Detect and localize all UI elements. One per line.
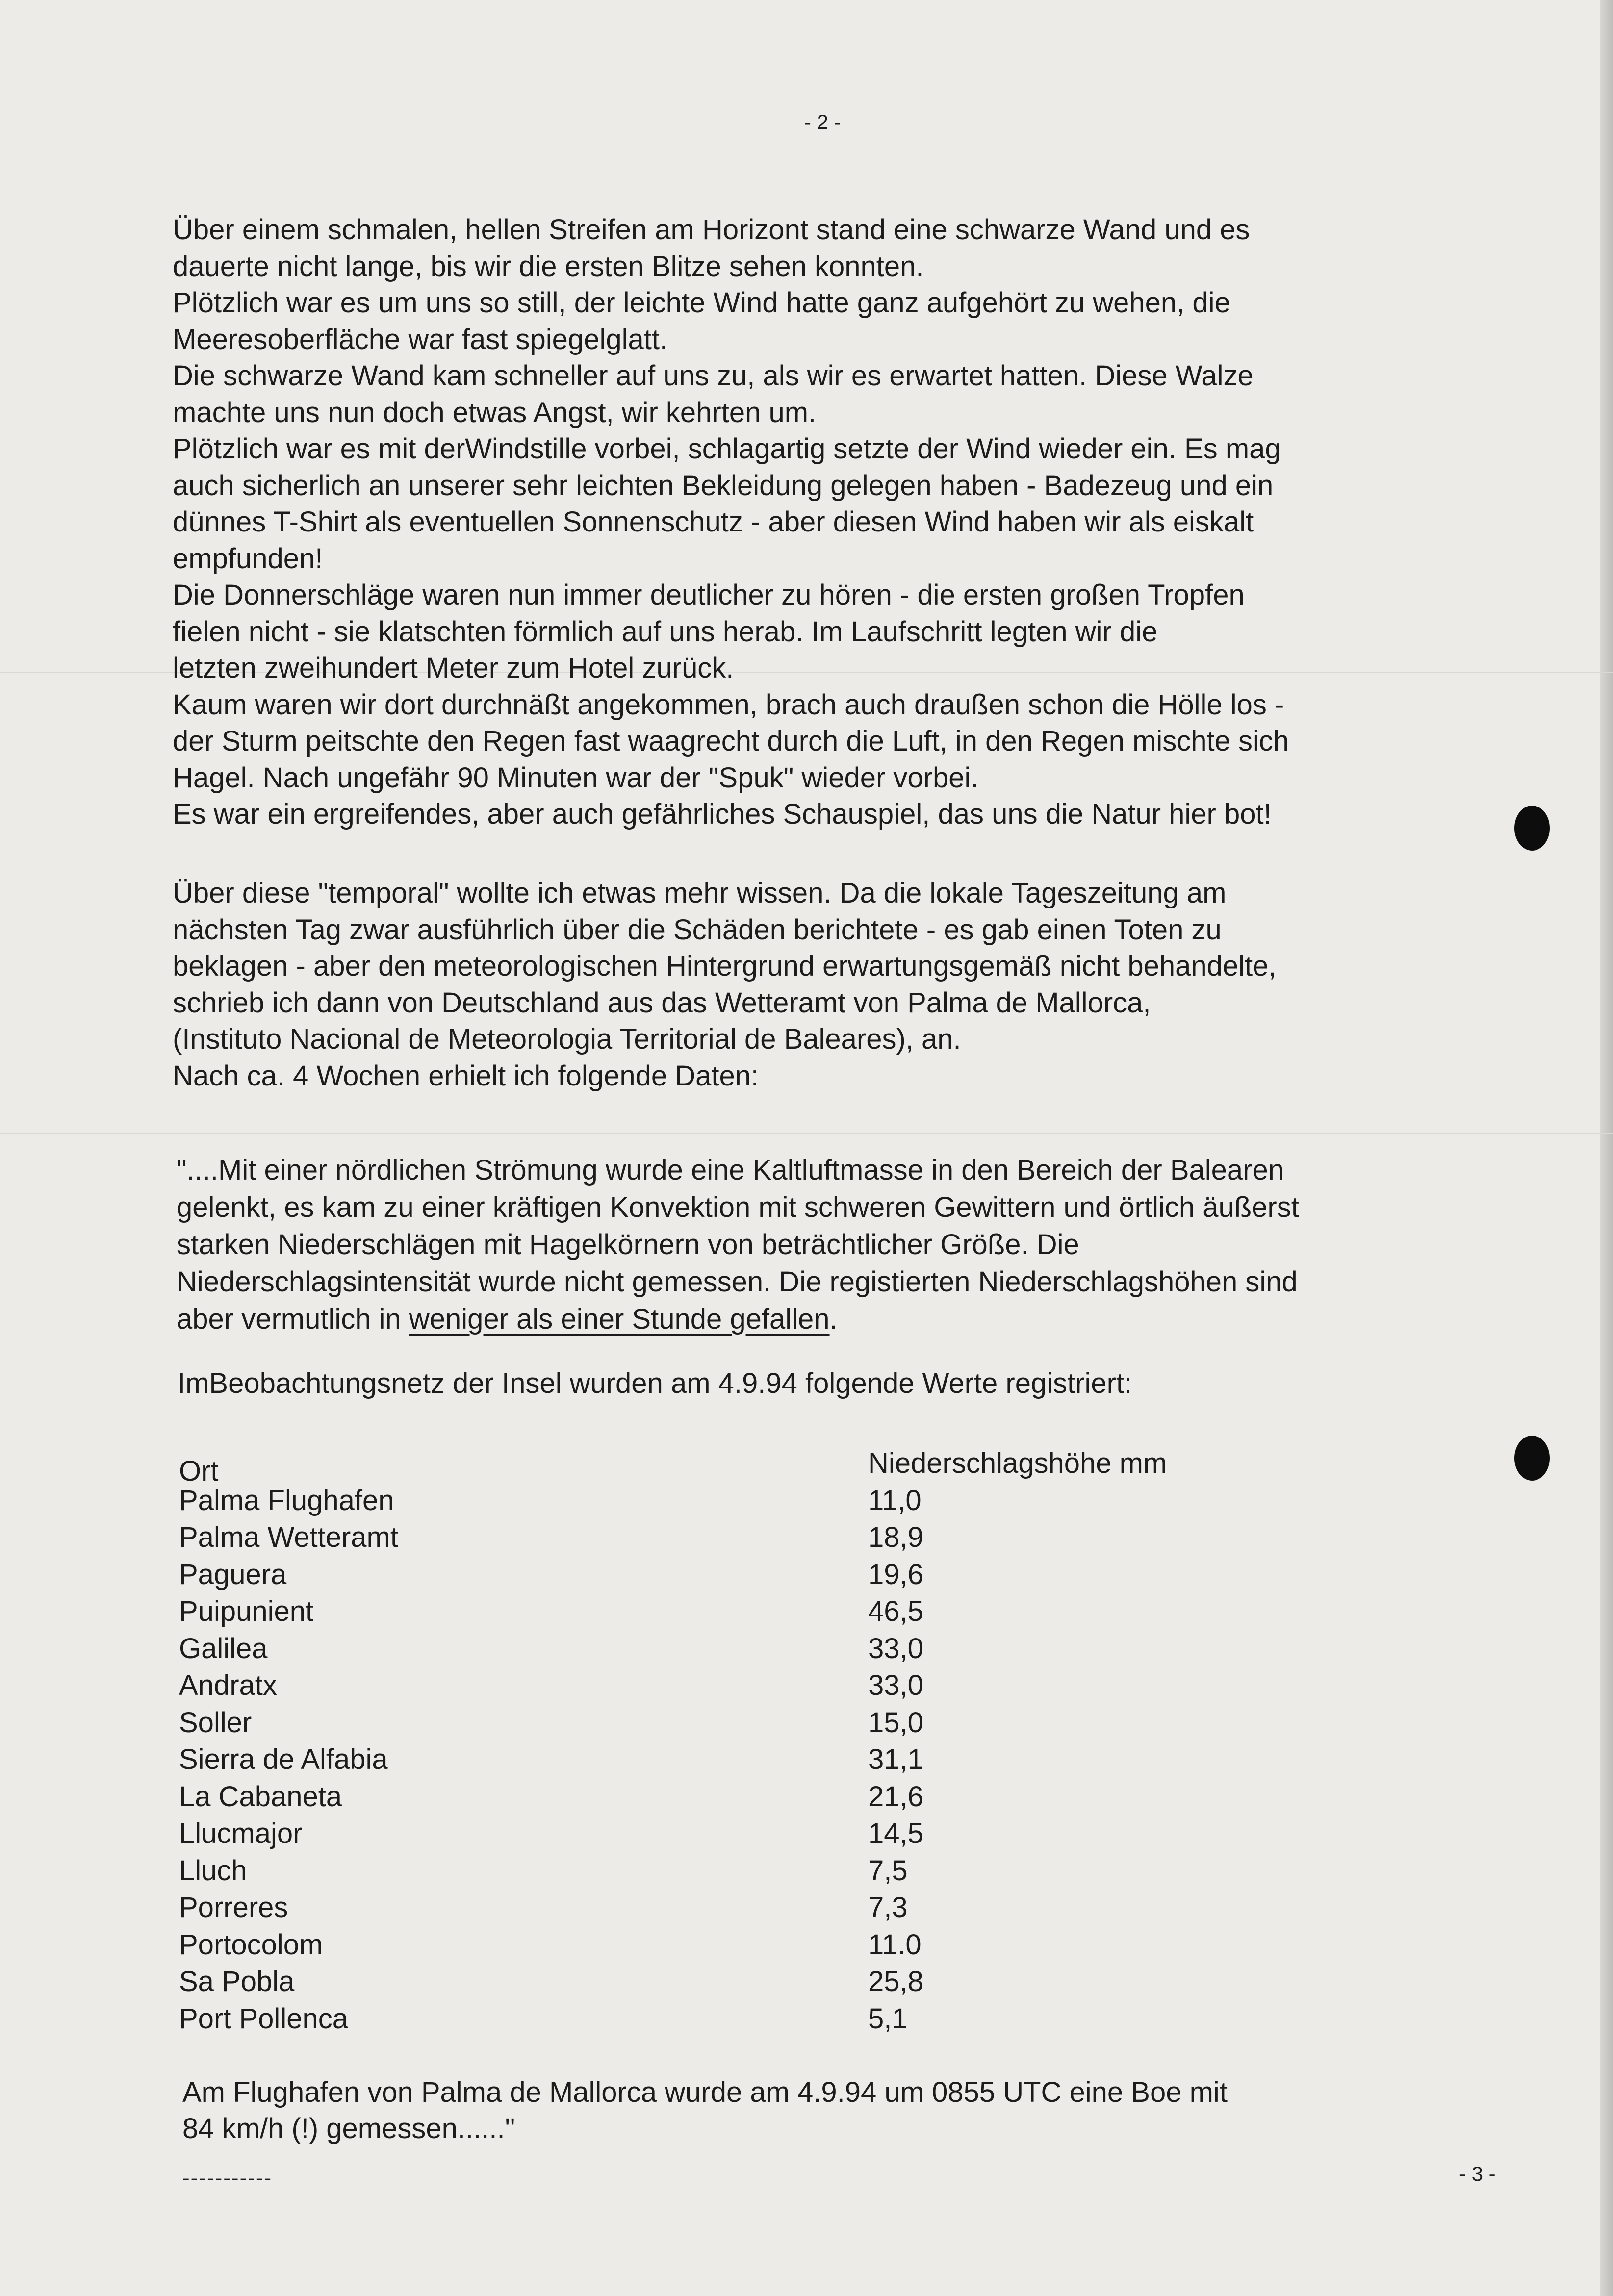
text-line: empfunden! (173, 542, 323, 575)
text-line: Kaum waren wir dort durchnäßt angekommen, brach auch draußen schon die Hölle los - (173, 688, 1284, 721)
text-line: Plötzlich war es um uns so still, der leichte Wind hatte ganz aufgehört zu wehen, die (173, 287, 1230, 319)
value-cell: 7,3 (868, 1892, 908, 1924)
value-cell: 25,8 (868, 1966, 923, 1998)
text-line: gelenkt, es kam zu einer kräftigen Konvektion mit schweren Gewittern und örtlich äußerst (177, 1191, 1299, 1223)
quoted-weather-report (177, 1152, 1501, 1338)
value-cell: 33,0 (868, 1632, 923, 1665)
paragraph-storm-narrative (173, 212, 1487, 833)
text-line: auch sicherlich an unserer sehr leichten Bekleidung gelegen haben - Badezeug und ein (173, 469, 1274, 502)
table-row (179, 1778, 1160, 1816)
header-value: Niederschlagshöhe mm (868, 1447, 1167, 1480)
text-line: Es war ein ergreifendes, aber auch gefährliches Schauspiel, das uns die Natur hier bot! (173, 798, 1272, 830)
location-cell: Lluch (179, 1854, 247, 1887)
table-row (179, 1963, 1160, 2000)
value-cell: 46,5 (868, 1595, 923, 1628)
location-cell: Portocolom (179, 1928, 323, 1961)
precipitation-table (179, 1445, 1167, 2037)
text-line: machte uns nun doch etwas Angst, wir kehrten um. (173, 396, 817, 429)
text-line: "....Mit einer nördlichen Strömung wurde eine Kaltluftmasse in den Bereich der Balearen (177, 1154, 1284, 1186)
text-line: Am Flughafen von Palma de Mallorca wurde am 4.9.94 um 0855 UTC eine Boe mit (182, 2076, 1228, 2108)
location-cell: Sa Pobla (179, 1966, 295, 1998)
location-cell: Palma Flughafen (179, 1484, 394, 1516)
location-cell: Puipunient (179, 1595, 314, 1628)
value-cell: 11.0 (868, 1928, 922, 1961)
value-cell: 19,6 (868, 1558, 923, 1590)
text-line: fielen nicht - sie klatschten förmlich auf uns herab. Im Laufschritt legten wir die (173, 615, 1158, 648)
underlined-phrase: weniger als einer Stunde gefallen (409, 1303, 830, 1335)
text-fragment: aber vermutlich in (177, 1303, 409, 1335)
text-line: Die schwarze Wand kam schneller auf uns zu, als wir es erwartet hatten. Diese Walze (173, 360, 1254, 392)
location-cell: Sierra de Alfabia (179, 1743, 388, 1776)
text-line: der Sturm peitschte den Regen fast waagrecht durch die Luft, in den Regen mischte sich (173, 725, 1289, 757)
text-line: dauerte nicht lange, bis wir die ersten Blitze sehen konnten. (173, 250, 924, 282)
text-line: Plötzlich war es mit derWindstille vorbei, schlagartig setzte der Wind wieder ein. Es mag (173, 433, 1281, 465)
text-line: schrieb ich dann von Deutschland aus das Wetteramt von Palma de Mallorca, (173, 986, 1151, 1019)
location-cell: Palma Wetteramt (179, 1521, 398, 1554)
table-row (179, 1889, 1160, 1926)
fold-line (0, 1133, 1613, 1134)
value-cell: 18,9 (868, 1521, 923, 1554)
text-line: Die Donnerschläge waren nun immer deutlicher zu hören - die ersten großen Tropfen (173, 579, 1245, 611)
page-number-bottom: - 3 - (1459, 2162, 1496, 2185)
table-row (179, 1852, 1160, 1890)
value-cell: 31,1 (868, 1743, 923, 1776)
page-edge-shadow (1600, 0, 1613, 2296)
table-row (179, 1593, 1160, 1630)
table-row (179, 1815, 1160, 1852)
text-line: Nach ca. 4 Wochen erhielt ich folgende Daten: (173, 1060, 759, 1092)
table-row (179, 1519, 1160, 1556)
value-cell: 11,0 (868, 1484, 922, 1516)
location-cell: Paguera (179, 1558, 287, 1590)
value-cell: 5,1 (868, 2002, 908, 2035)
separator-dashes: ----------- (182, 2166, 273, 2190)
header-location: Ort (179, 1455, 219, 1488)
table-row (179, 1741, 1160, 1778)
value-cell: 7,5 (868, 1854, 908, 1887)
page-number-top: - 2 - (804, 110, 841, 133)
text-line: dünnes T-Shirt als eventuellen Sonnenschutz - aber diesen Wind haben wir als eiskalt (173, 506, 1254, 538)
value-cell: 21,6 (868, 1780, 923, 1813)
location-cell: Soller (179, 1706, 252, 1739)
value-cell: 33,0 (868, 1669, 923, 1702)
text-line: (Instituto Nacional de Meteorologia Territorial de Baleares), an. (173, 1023, 961, 1055)
table-row (179, 1926, 1160, 1964)
location-cell: Andratx (179, 1669, 277, 1702)
table-row (179, 2000, 1160, 2038)
location-cell: Galilea (179, 1632, 268, 1665)
text-line: beklagen - aber den meteorologischen Hintergrund erwartungsgemäß nicht behandelte, (173, 950, 1277, 982)
location-cell: La Cabaneta (179, 1780, 342, 1813)
table-body (179, 1482, 1160, 2038)
text-line: Über einem schmalen, hellen Streifen am Horizont stand eine schwarze Wand und es (173, 214, 1250, 246)
location-cell: Llucmajor (179, 1817, 303, 1850)
table-intro: ImBeobachtungsnetz der Insel wurden am 4.9.94 folgende Werte registriert: (178, 1367, 1132, 1399)
table-header (179, 1445, 1167, 1488)
paragraph-inquiry (173, 875, 1487, 1094)
text-line: Niederschlagsintensität wurde nicht gemessen. Die registierten Niederschlagshöhen sind (177, 1266, 1298, 1298)
table-row (179, 1630, 1160, 1667)
table-row (179, 1556, 1160, 1593)
text-line: Hagel. Nach ungefähr 90 Minuten war der "Spuk" wieder vorbei. (173, 761, 979, 794)
text-line: starken Niederschlägen mit Hagelkörnern von beträchtlicher Größe. Die (177, 1229, 1079, 1261)
text-line: Über diese "temporal" wollte ich etwas mehr wissen. Da die lokale Tageszeitung am (173, 877, 1227, 909)
location-cell: Port Pollenca (179, 2002, 348, 2035)
text-line: nächsten Tag zwar ausführlich über die Schäden berichtete - es gab einen Toten zu (173, 913, 1222, 946)
value-cell: 14,5 (868, 1817, 923, 1850)
value-cell: 15,0 (868, 1706, 923, 1739)
text-line (177, 1301, 1501, 1338)
table-row (179, 1667, 1160, 1704)
punch-hole (1514, 806, 1550, 851)
closing-statement (182, 2074, 1228, 2147)
text-line: letzten zweihundert Meter zum Hotel zurück. (173, 652, 734, 684)
location-cell: Porreres (179, 1892, 288, 1924)
punch-hole (1514, 1436, 1550, 1481)
table-row (179, 1704, 1160, 1741)
text-fragment: . (829, 1303, 838, 1335)
text-line: Meeresoberfläche war fast spiegelglatt. (173, 323, 668, 355)
text-line: 84 km/h (!) gemessen......" (182, 2113, 515, 2145)
